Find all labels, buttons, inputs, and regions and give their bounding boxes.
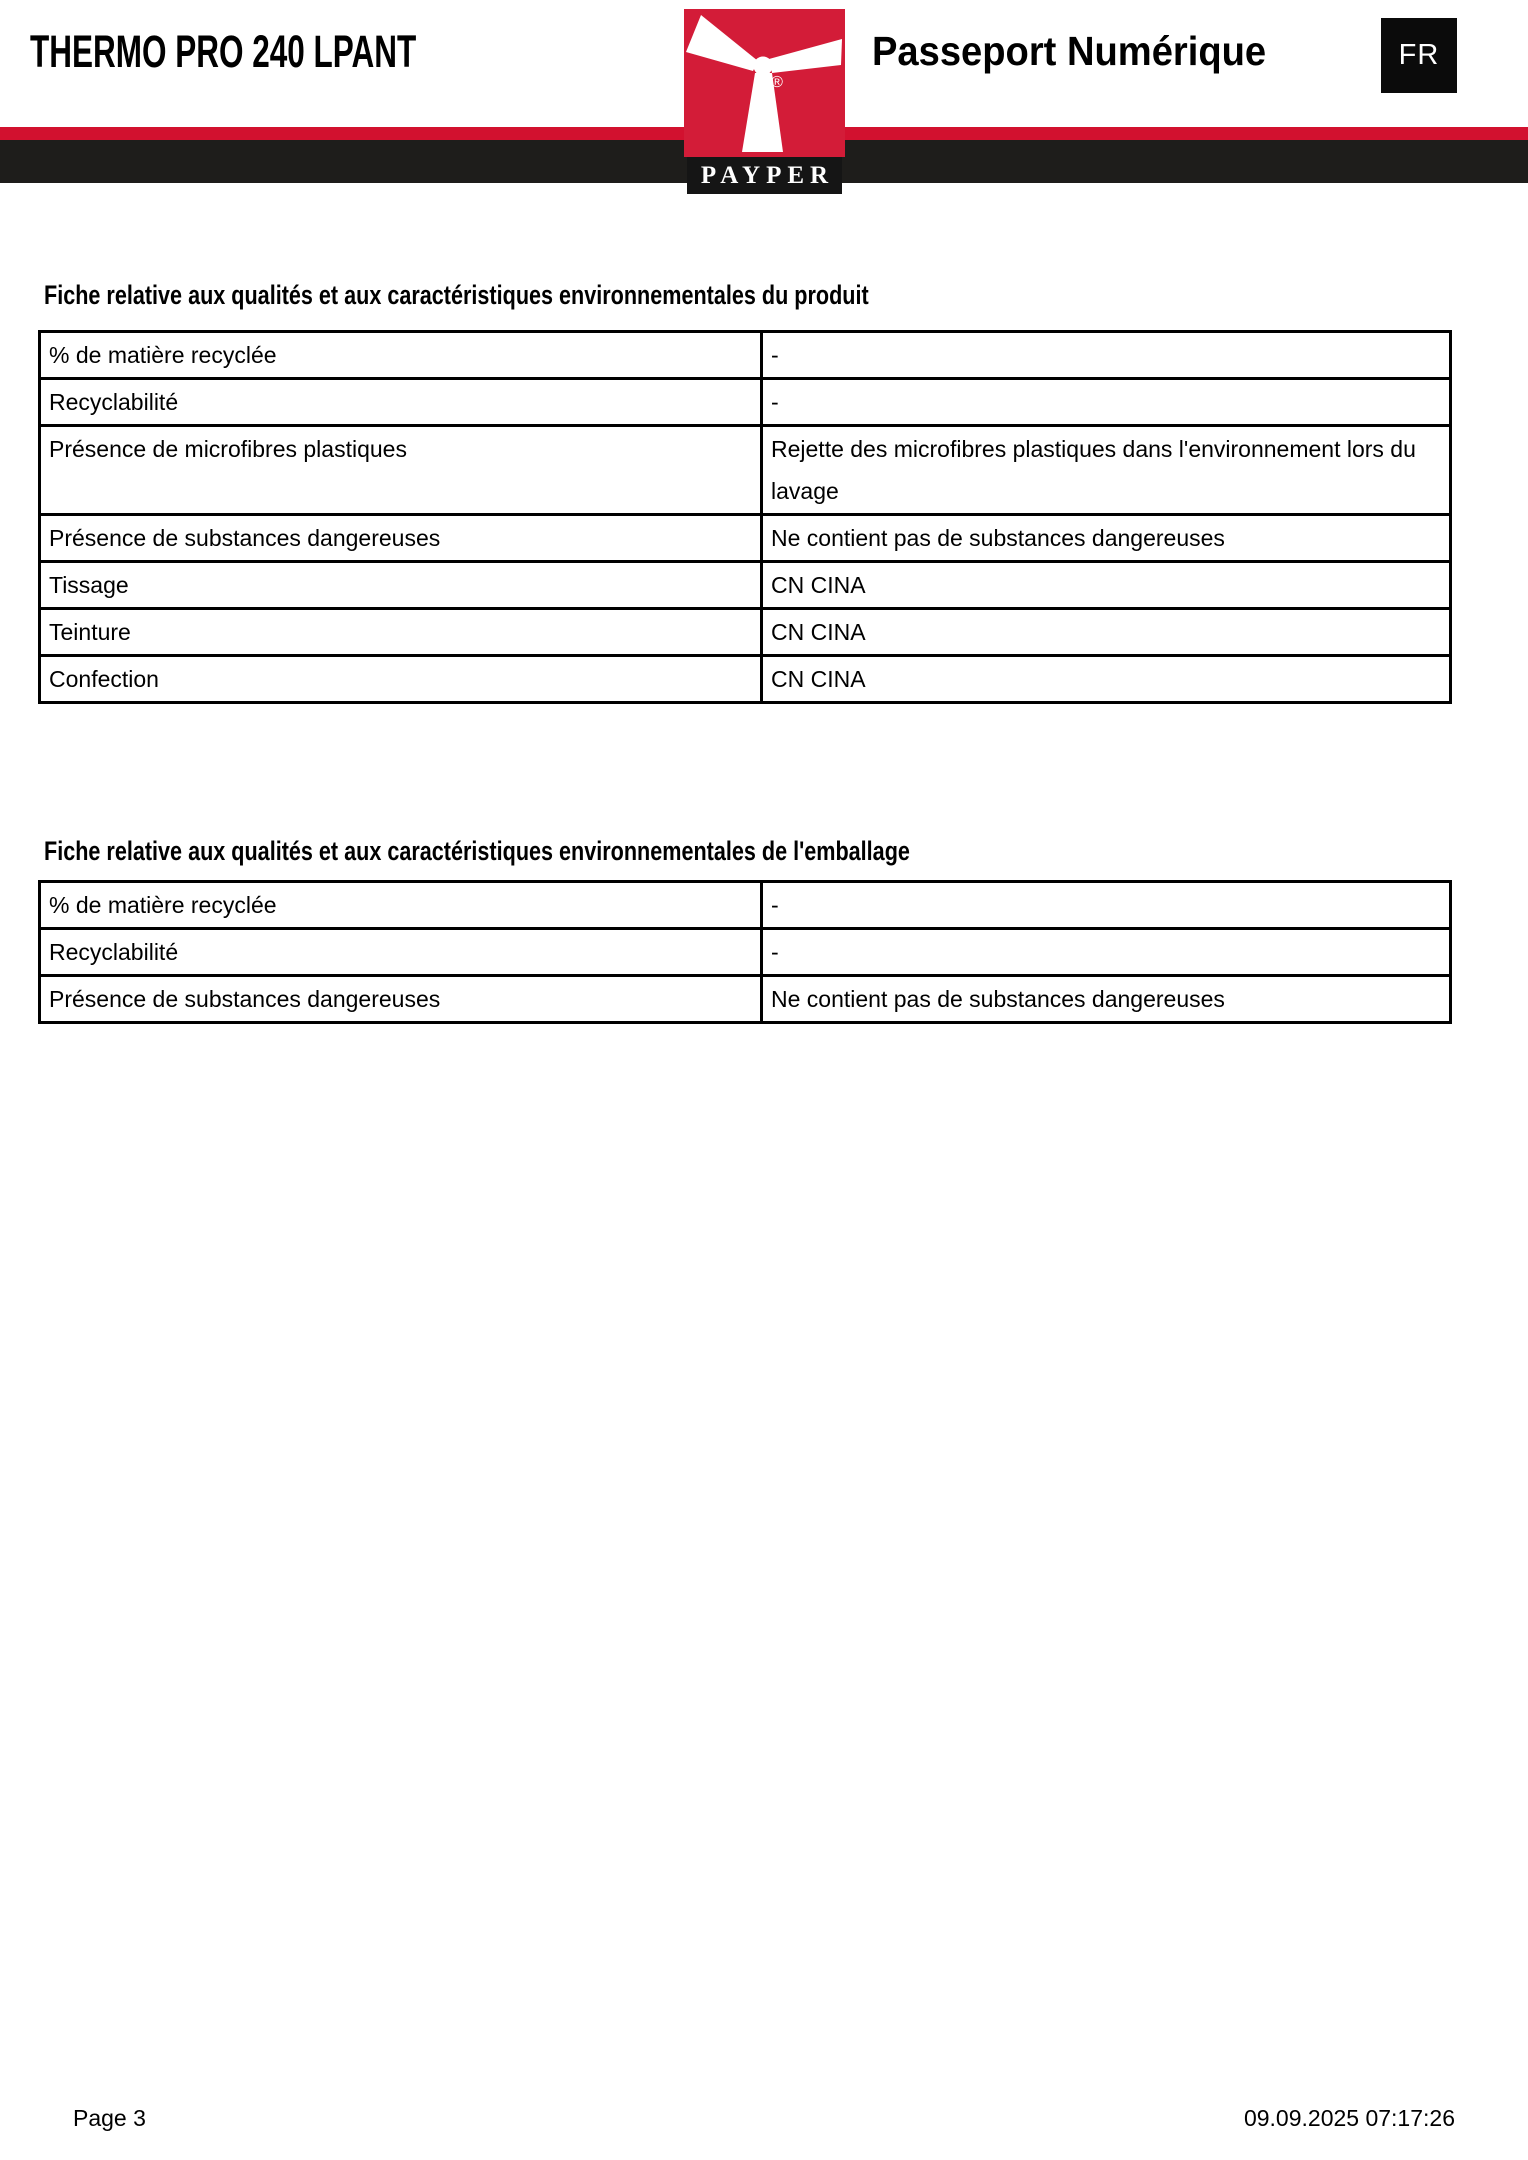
- row-value: Rejette des microfibres plastiques dans l'environnement lors du lavage: [762, 426, 1451, 515]
- table-row: [40, 656, 1451, 703]
- row-label: Présence de substances dangereuses: [40, 976, 762, 1023]
- row-value: Ne contient pas de substances dangereuses: [762, 976, 1451, 1023]
- packaging-section-heading: Fiche relative aux qualités et aux caractéristiques environnementales de l'emballage: [44, 836, 910, 867]
- product-section-heading: Fiche relative aux qualités et aux caractéristiques environnementales du produit: [44, 280, 869, 311]
- language-badge: FR: [1381, 18, 1457, 93]
- packaging-env-table: [38, 880, 1452, 1024]
- table-row: [40, 426, 1451, 515]
- payper-wordmark: PAYPER: [687, 157, 842, 194]
- row-value: CN CINA: [762, 656, 1451, 703]
- row-value: -: [762, 379, 1451, 426]
- page-number: Page 3: [73, 2105, 146, 2131]
- product-env-table: [38, 330, 1452, 704]
- table-row: [40, 609, 1451, 656]
- table-row: [40, 562, 1451, 609]
- row-value: -: [762, 929, 1451, 976]
- row-label: Recyclabilité: [40, 929, 762, 976]
- row-value: -: [762, 882, 1451, 929]
- row-value: CN CINA: [762, 609, 1451, 656]
- table-row: [40, 929, 1451, 976]
- row-label: % de matière recyclée: [40, 332, 762, 379]
- table-row: [40, 515, 1451, 562]
- timestamp: 09.09.2025 07:17:26: [1243, 2105, 1455, 2131]
- product-title: THERMO PRO 240 LPANT: [30, 26, 417, 77]
- payper-pinwheel-icon: [684, 9, 845, 157]
- document-title: Passeport Numérique: [872, 28, 1267, 74]
- row-label: Présence de substances dangereuses: [40, 515, 762, 562]
- table-row: [40, 379, 1451, 426]
- row-value: CN CINA: [762, 562, 1451, 609]
- payper-logo: [684, 9, 845, 194]
- registered-trademark-icon: ®: [771, 74, 783, 91]
- row-label: Recyclabilité: [40, 379, 762, 426]
- row-label: Présence de microfibres plastiques: [40, 426, 762, 515]
- table-row: [40, 882, 1451, 929]
- table-row: [40, 976, 1451, 1023]
- row-value: -: [762, 332, 1451, 379]
- row-label: % de matière recyclée: [40, 882, 762, 929]
- row-label: Tissage: [40, 562, 762, 609]
- row-value: Ne contient pas de substances dangereuses: [762, 515, 1451, 562]
- row-label: Teinture: [40, 609, 762, 656]
- row-label: Confection: [40, 656, 762, 703]
- table-row: [40, 332, 1451, 379]
